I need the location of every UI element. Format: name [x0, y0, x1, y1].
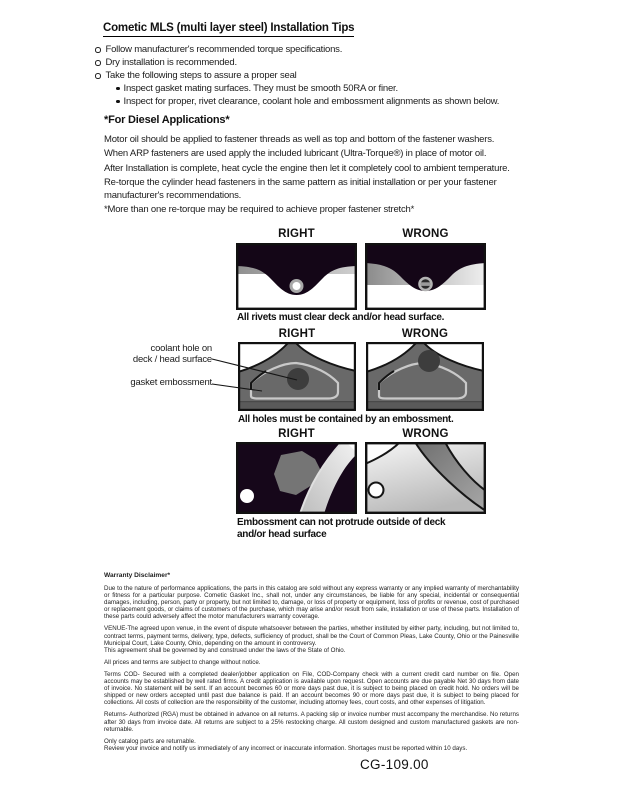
fig3-caption: Embossment can not protrude outside of deck and/or head surface	[237, 517, 446, 540]
bullet-item	[95, 43, 520, 56]
coolant-hole	[418, 350, 440, 372]
bullet-item	[95, 69, 520, 82]
warranty-heading: Warranty Disclaimer*	[104, 572, 171, 579]
annotation-gasket-embossment: gasket embossment	[130, 377, 212, 388]
bullet-text: Follow manufacturer's recommended torque specifications.	[105, 44, 343, 55]
warranty-paragraph: VENUE-The agreed upon venue, in the event of dispute whatsoever between the parties, whether instituted by either party, including, but not limited to, contract terms, payment terms, delivery, type, defects, sufficiency of product, shall be the Court of Common Pleas, Lake County, Ohio or the Painesville Municipal Court, Lake County, Ohio, depending on the amount in controversy. This agreement shall be governed by and construed under the laws of the State of Ohio.	[104, 625, 519, 654]
sub-bullet-item	[116, 82, 520, 95]
diesel-applications-heading: *For Diesel Applications*	[104, 114, 230, 126]
fig1-wrong-label: WRONG	[402, 228, 449, 240]
warranty-paragraph: Due to the nature of performance applications, the parts in this catalog are sold without any express warranty or any implied warranty of merchantability or fitness for a particular purpose. Cometic Gasket Inc., shall not, under any circumstances, be liable for any special, incidental or consequential damages, including, person, party or property, but not limited to, damage, or loss of property or equipment, loss of profits or revenue, cost of purchased or replacement goods, or claims of customers of the purchase, which may arise and/or result from sale, installation or use of these parts. Installation of these parts could adversely affect the motor manufacturers warranty coverage.	[104, 585, 519, 621]
page-title: Cometic MLS (multi layer steel) Installation Tips	[103, 22, 354, 37]
fig3-right-label: RIGHT	[278, 428, 315, 440]
fig2-caption: All holes must be contained by an embossment.	[238, 414, 454, 425]
warranty-paragraph: Only catalog parts are returnable. Review your invoice and notify us immediately of any incorrect or inaccurate information. Shortages must be reported within 10 days.	[104, 737, 468, 752]
fig2-wrong-label: WRONG	[401, 328, 449, 340]
diesel-paragraph-1: Motor oil should be applied to fastener threads as well as top and bottom of the fastener washers. When ARP fasteners are used apply the included lubricant (Ultra-Torque®) in place of motor oil.	[104, 134, 495, 159]
fig3-wrong-label: WRONG	[402, 428, 449, 440]
bolt-hole	[240, 489, 254, 503]
warranty-paragraph: All prices and terms are subject to change without notice.	[104, 658, 261, 666]
page-number: CG-109.00	[360, 757, 429, 772]
fig1-right-diagram	[236, 243, 357, 310]
retorque-note: *More than one re-torque may be required to achieve proper fastener stretch*	[104, 204, 415, 215]
sub-bullet-item	[116, 95, 520, 108]
dot-bullet-icon	[116, 100, 120, 104]
fig3-wrong-diagram	[365, 442, 486, 514]
tips-bullet-list	[95, 43, 520, 108]
bolt-hole	[369, 483, 384, 498]
fig1-right-label: RIGHT	[278, 228, 315, 240]
annotation-coolant-hole: coolant hole on deck / head surface	[132, 343, 212, 365]
fig1-caption: All rivets must clear deck and/or head surface.	[237, 312, 445, 323]
dot-bullet-icon	[116, 87, 120, 91]
sub-bullet-text: Inspect for proper, rivet clearance, coolant hole and embossment alignments as shown below.	[123, 96, 500, 107]
coolant-hole	[287, 368, 309, 390]
fig2-wrong-diagram	[366, 342, 484, 411]
circle-bullet-icon	[95, 60, 101, 66]
warranty-disclaimer	[104, 572, 519, 757]
fig2-right-diagram	[238, 342, 356, 411]
bullet-text: Dry installation is recommended.	[105, 57, 237, 68]
circle-bullet-icon	[95, 47, 101, 53]
bullet-text: Take the following steps to assure a proper seal	[105, 70, 297, 81]
bullet-item	[95, 56, 520, 69]
circle-bullet-icon	[95, 73, 101, 79]
rivet-icon	[291, 281, 302, 292]
diesel-paragraph-2: After Installation is complete, heat cycle the engine then let it completely cool to ambient temperature. Re-torque the cylinder head fasteners in the same pattern as initial installation or per your fastener manufacturer's recommendations.	[104, 163, 510, 201]
fig2-right-label: RIGHT	[278, 328, 316, 340]
warranty-paragraph: Returns- Authorized (RGA) must be obtained in advance on all returns. A packing slip or invoice number must accompany the merchandise. No returns after 30 days from invoice date. All returns are subject to a 25% restocking charge. All custom designed and custom manufactured gaskets are non-returnable.	[104, 711, 519, 733]
fig1-wrong-diagram	[365, 243, 486, 310]
sub-bullet-text: Inspect gasket mating surfaces. They must be smooth 50RA or finer.	[123, 83, 398, 94]
warranty-paragraph: Terms COD- Secured with a completed dealer/jobber application on File, COD-Company check with a current credit card number on file. Open accounts may be established by well rated firms. A credit application is available upon request. Open accounts are due payable Net 30 days from date of invoice. No statement will be sent. If an account becomes 60 or more days past due, it is subject to being placed on credit hold. No orders will be shipped or new orders accepted until past due balance is paid. If an account becomes 90 or more days past due, it is subject to being placed for collections. All costs of collection are the responsibility of the customer, including attorney fees, court costs, and other expenses of litigation.	[104, 670, 519, 707]
fig3-right-diagram	[236, 442, 357, 514]
